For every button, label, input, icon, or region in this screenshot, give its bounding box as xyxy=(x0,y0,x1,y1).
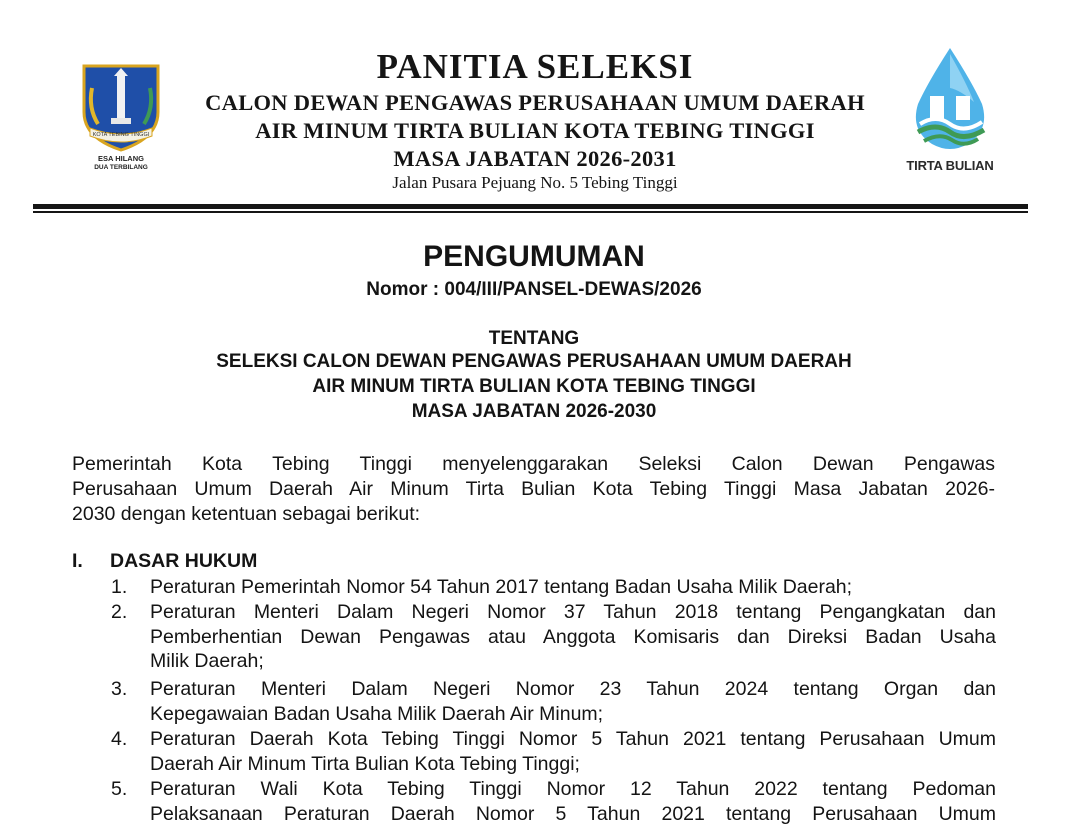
announcement-number: Nomor : 004/III/PANSEL-DEWAS/2026 xyxy=(366,279,702,300)
item-line: Daerah Air Minum Tirta Bulian Kota Tebing Tinggi; xyxy=(150,752,580,775)
city-emblem-logo xyxy=(78,58,164,178)
announcement-subject-line3: MASA JABATAN 2026-2030 xyxy=(411,401,657,422)
intro-line: Pemerintah Kota Tebing Tinggi menyelenggarakan Seleksi Calon Dewan Pengawas xyxy=(72,453,995,475)
item-number: 5. xyxy=(111,778,128,800)
tirta-bulian-logo-text: TIRTA BULIAN xyxy=(906,158,994,173)
announcement-subject-line2: AIR MINUM TIRTA BULIAN KOTA TEBING TINGGI xyxy=(312,376,756,397)
committee-subtitle-line1: CALON DEWAN PENGAWAS PERUSAHAAN UMUM DAERAH xyxy=(205,90,865,115)
item-line: Milik Daerah; xyxy=(150,650,264,672)
tirta-bulian-logo xyxy=(900,44,1000,179)
item-line: Peraturan Daerah Kota Tebing Tinggi Nomor 5 Tahun 2021 tentang Perusahaan Umum xyxy=(150,728,996,750)
letterhead-rule-thick xyxy=(33,204,1028,209)
section-number: I. xyxy=(72,550,83,572)
item-number: 2. xyxy=(111,601,128,623)
intro-paragraph xyxy=(72,452,995,527)
item-text xyxy=(150,777,996,826)
item-line: Peraturan Menteri Dalam Negeri Nomor 23 Tahun 2024 tentang Organ dan xyxy=(150,678,996,700)
intro-line: Perusahaan Umum Daerah Air Minum Tirta Bulian Kota Tebing Tinggi Masa Jabatan 2026- xyxy=(72,478,995,500)
item-line: Kepegawaian Badan Usaha Milik Daerah Air Minum; xyxy=(150,702,604,725)
item-text xyxy=(150,727,996,776)
item-number: 1. xyxy=(111,576,128,598)
committee-subtitle-line3: MASA JABATAN 2026-2031 xyxy=(393,146,677,171)
emblem-motto-line2: DUA TERBILANG xyxy=(94,164,148,171)
city-emblem-icon xyxy=(78,58,164,154)
item-number: 3. xyxy=(111,678,128,700)
emblem-ribbon-text: KOTA TEBING TINGGI xyxy=(92,132,150,138)
letterhead-rule-thin xyxy=(33,211,1028,213)
committee-title: PANITIA SELEKSI xyxy=(376,47,694,86)
item-line: Peraturan Wali Kota Tebing Tinggi Nomor 12 Tahun 2022 tentang Pedoman xyxy=(150,778,996,800)
announcement-about: TENTANG xyxy=(488,328,580,349)
item-number: 4. xyxy=(111,728,128,750)
water-drop-icon xyxy=(900,44,1000,154)
section-title: DASAR HUKUM xyxy=(110,550,258,572)
item-line: Peraturan Menteri Dalam Negeri Nomor 37 Tahun 2018 tentang Pengangkatan dan xyxy=(150,601,996,623)
announcement-subject-line1: SELEKSI CALON DEWAN PENGAWAS PERUSAHAAN UMUM DAERAH xyxy=(216,351,852,372)
emblem-motto-line1: ESA HILANG xyxy=(98,154,144,163)
committee-subtitle-line2: AIR MINUM TIRTA BULIAN KOTA TEBING TINGGI xyxy=(255,118,815,143)
item-line: Pemberhentian Dewan Pengawas atau Anggota Komisaris dan Direksi Badan Usaha xyxy=(150,625,996,648)
announcement-title: PENGUMUMAN xyxy=(423,240,645,273)
letterhead xyxy=(0,0,1080,220)
item-text xyxy=(150,600,996,674)
intro-line: 2030 dengan ketentuan sebagai berikut: xyxy=(72,503,421,525)
item-line: Pelaksanaan Peraturan Daerah Nomor 5 Tahun 2021 tentang Perusahaan Umum xyxy=(150,802,996,825)
committee-address: Jalan Pusara Pejuang No. 5 Tebing Tinggi xyxy=(392,173,678,192)
item-text xyxy=(150,677,996,726)
item-text xyxy=(150,575,996,600)
item-line: Peraturan Pemerintah Nomor 54 Tahun 2017 tentang Badan Usaha Milik Daerah; xyxy=(150,576,853,598)
